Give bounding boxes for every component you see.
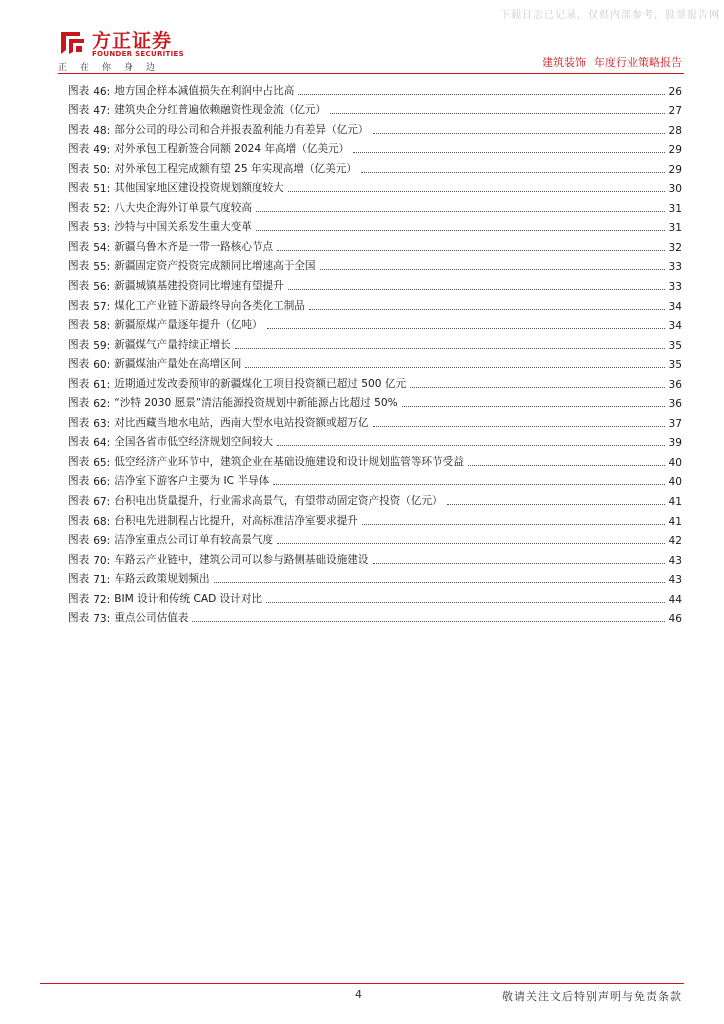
toc-entry-title: 新疆城镇基建投资同比增速有望提升	[114, 280, 284, 293]
toc-entry-page: 37	[668, 417, 682, 430]
toc-entry[interactable]	[68, 371, 682, 391]
toc-entry-label: 图表	[68, 436, 90, 449]
toc-entry-page: 35	[668, 359, 682, 372]
toc-entry-label: 图表	[68, 416, 90, 429]
toc-entry-number: 54:	[93, 241, 111, 254]
toc-leader-dots	[277, 542, 664, 544]
toc-leader-dots	[330, 112, 664, 114]
toc-entry-label: 图表	[68, 514, 90, 527]
toc-entry-number: 53:	[93, 222, 111, 235]
toc-entry[interactable]	[68, 117, 682, 137]
toc-entry-page: 42	[668, 535, 682, 548]
toc-entry-label: 图表	[68, 299, 90, 312]
toc-entry[interactable]	[68, 156, 682, 176]
toc-entry[interactable]	[68, 195, 682, 215]
toc-entry-page: 26	[668, 85, 682, 98]
toc-entry-title: 新疆乌鲁木齐是一带一路核心节点	[114, 240, 274, 253]
toc-leader-dots	[256, 229, 665, 231]
toc-entry-title: 部分公司的母公司和合并报表盈利能力有差异（亿元）	[114, 123, 369, 136]
toc-entry[interactable]	[68, 430, 682, 450]
toc-entry-title: 新疆固定资产投资完成额同比增速高于全国	[114, 260, 316, 273]
toc-entry-title: 对比西藏当地水电站，西南大型水电站投资额或超万亿	[114, 416, 369, 429]
toc-entry-page: 43	[668, 554, 682, 567]
toc-entry-title: 台积电出货量提升，行业需求高景气，有望带动固定资产投资（亿元）	[114, 495, 443, 508]
toc-entry-page: 41	[668, 496, 682, 509]
toc-entry-number: 60:	[93, 359, 111, 372]
report-header	[542, 54, 682, 70]
toc-entry-number: 72:	[93, 593, 111, 606]
toc-entry-label: 图表	[68, 358, 90, 371]
toc-entry-page: 39	[668, 437, 682, 450]
toc-leader-dots	[309, 308, 665, 310]
toc-leader-dots	[402, 405, 665, 407]
toc-entry-number: 62:	[93, 398, 111, 411]
toc-entry-label: 图表	[68, 84, 90, 97]
toc-entry-number: 69:	[93, 535, 111, 548]
company-slogan: 正在你身边	[58, 63, 169, 73]
toc-entry-number: 47:	[93, 105, 111, 118]
toc-leader-dots	[353, 151, 664, 153]
figure-list	[68, 78, 682, 625]
toc-entry-label: 图表	[68, 221, 90, 234]
toc-entry-title: 八大央企海外订单景气度较高	[114, 201, 252, 214]
toc-entry-page: 35	[668, 339, 682, 352]
toc-entry-number: 65:	[93, 456, 111, 469]
footer-divider	[40, 983, 684, 984]
toc-entry-label: 图表	[68, 475, 90, 488]
toc-entry-title: 车路云产业链中，建筑公司可以参与路侧基础设施建设	[114, 553, 369, 566]
toc-entry-number: 49:	[93, 144, 111, 157]
toc-entry[interactable]	[68, 176, 682, 196]
toc-entry-label: 图表	[68, 338, 90, 351]
toc-entry-page: 27	[668, 105, 682, 118]
toc-entry[interactable]	[68, 469, 682, 489]
toc-entry-title: 全国各省市低空经济规划空间较大	[114, 436, 274, 449]
toc-leader-dots	[361, 171, 665, 173]
toc-entry-number: 71:	[93, 574, 111, 587]
toc-leader-dots	[468, 464, 665, 466]
toc-entry[interactable]	[68, 391, 682, 411]
toc-entry-title: 对外承包工程新签合同额 2024 年高增（亿美元）	[114, 143, 350, 156]
toc-entry-label: 图表	[68, 553, 90, 566]
toc-leader-dots	[277, 249, 664, 251]
toc-entry-label: 图表	[68, 104, 90, 117]
toc-entry-label: 图表	[68, 201, 90, 214]
toc-entry[interactable]	[68, 488, 682, 508]
toc-entry-number: 58:	[93, 320, 111, 333]
toc-entry-title: 低空经济产业环节中，建筑企业在基础设施建设和设计规划监管等环节受益	[114, 455, 464, 468]
toc-entry-number: 68:	[93, 515, 111, 528]
toc-entry[interactable]	[68, 352, 682, 372]
toc-entry[interactable]	[68, 215, 682, 235]
toc-entry-label: 图表	[68, 397, 90, 410]
toc-entry-page: 36	[668, 398, 682, 411]
toc-entry-page: 46	[668, 613, 682, 626]
toc-entry-number: 61:	[93, 378, 111, 391]
industry-label: 建筑装饰	[542, 56, 586, 69]
toc-entry-label: 图表	[68, 377, 90, 390]
toc-entry-title: 其他国家地区建设投资规划额度较大	[114, 182, 284, 195]
toc-entry-page: 30	[668, 183, 682, 196]
header-divider	[58, 73, 684, 74]
toc-entry-label: 图表	[68, 260, 90, 273]
toc-entry-title: 对外承包工程完成额有望 25 年实现高增（亿美元）	[114, 162, 357, 175]
toc-leader-dots	[266, 601, 664, 603]
toc-entry[interactable]	[68, 606, 682, 626]
toc-entry-title: 台积电先进制程占比提升，对高标准洁净室要求提升	[114, 514, 358, 527]
toc-entry-page: 29	[668, 163, 682, 176]
toc-entry-number: 70:	[93, 554, 111, 567]
toc-entry-page: 28	[668, 124, 682, 137]
toc-entry-title: 建筑央企分红普遍依赖融资性现金流（亿元）	[114, 104, 327, 117]
toc-entry-title: 近期通过发改委预审的新疆煤化工项目投资额已超过 500 亿元	[114, 377, 407, 390]
toc-entry-number: 55:	[93, 261, 111, 274]
toc-leader-dots	[214, 581, 665, 583]
toc-entry-page: 34	[668, 320, 682, 333]
toc-entry-page: 40	[668, 476, 682, 489]
toc-entry-title: 洁净室重点公司订单有较高景气度	[114, 534, 274, 547]
toc-leader-dots	[410, 386, 664, 388]
toc-entry-title: 洁净室下游客户主要为 IC 半导体	[114, 475, 270, 488]
toc-entry-label: 图表	[68, 592, 90, 605]
toc-entry-label: 图表	[68, 612, 90, 625]
report-type-label: 年度行业策略报告	[594, 56, 682, 69]
toc-entry-title: 新疆煤气产量持续正增长	[114, 338, 231, 351]
page-number: 4	[355, 988, 362, 1001]
toc-entry-number: 67:	[93, 496, 111, 509]
toc-entry-title: 重点公司估值表	[114, 612, 189, 625]
toc-entry-number: 64:	[93, 437, 111, 450]
toc-entry-title: “沙特 2030 愿景”清洁能源投资规划中新能源占比超过 50%	[114, 397, 398, 410]
toc-entry[interactable]	[68, 78, 682, 98]
toc-entry-label: 图表	[68, 280, 90, 293]
toc-entry-page: 31	[668, 202, 682, 215]
toc-entry-label: 图表	[68, 319, 90, 332]
toc-entry[interactable]	[68, 586, 682, 606]
toc-entry-label: 图表	[68, 455, 90, 468]
toc-entry-title: 新疆原煤产量逐年提升（亿吨）	[114, 319, 263, 332]
toc-entry[interactable]	[68, 332, 682, 352]
toc-entry-page: 41	[668, 515, 682, 528]
toc-leader-dots	[235, 347, 665, 349]
toc-entry-page: 29	[668, 144, 682, 157]
toc-entry[interactable]	[68, 137, 682, 157]
toc-entry-title: 沙特与中国关系发生重大变革	[114, 221, 252, 234]
toc-leader-dots	[373, 425, 665, 427]
toc-entry-page: 40	[668, 456, 682, 469]
toc-entry-label: 图表	[68, 182, 90, 195]
toc-entry-number: 59:	[93, 339, 111, 352]
toc-leader-dots	[288, 288, 665, 290]
toc-entry-number: 46:	[93, 85, 111, 98]
logo-english-name: FOUNDER SECURITIES	[92, 50, 184, 58]
toc-entry-page: 33	[668, 281, 682, 294]
toc-leader-dots	[256, 210, 665, 212]
toc-entry-number: 66:	[93, 476, 111, 489]
toc-leader-dots	[298, 93, 664, 95]
toc-entry-title: 新疆煤油产量处在高增区间	[114, 358, 242, 371]
toc-leader-dots	[267, 327, 665, 329]
toc-entry[interactable]	[68, 528, 682, 548]
toc-entry-page: 36	[668, 378, 682, 391]
toc-entry[interactable]	[68, 293, 682, 313]
toc-entry-title: 车路云政策规划频出	[114, 573, 210, 586]
toc-entry[interactable]	[68, 547, 682, 567]
toc-entry[interactable]	[68, 508, 682, 528]
logo-chinese-name: 方正证券	[92, 30, 173, 52]
toc-entry-page: 34	[668, 300, 682, 313]
toc-entry[interactable]	[68, 98, 682, 118]
toc-entry-title: BIM 设计和传统 CAD 设计对比	[114, 592, 263, 605]
toc-leader-dots	[277, 444, 664, 446]
founder-logo-icon	[58, 28, 90, 56]
toc-leader-dots	[192, 620, 664, 622]
toc-leader-dots	[373, 132, 665, 134]
footer-disclaimer: 敬请关注文后特别声明与免责条款	[502, 990, 682, 1003]
toc-leader-dots	[362, 523, 665, 525]
toc-entry[interactable]	[68, 313, 682, 333]
toc-entry-label: 图表	[68, 534, 90, 547]
toc-entry-label: 图表	[68, 162, 90, 175]
toc-entry[interactable]	[68, 273, 682, 293]
toc-entry-number: 52:	[93, 202, 111, 215]
toc-entry-label: 图表	[68, 123, 90, 136]
toc-entry-number: 63:	[93, 417, 111, 430]
toc-leader-dots	[373, 562, 665, 564]
toc-entry-title: 煤化工产业链下游最终导向各类化工制品	[114, 299, 305, 312]
toc-entry-number: 50:	[93, 163, 111, 176]
toc-entry-number: 48:	[93, 124, 111, 137]
toc-entry-number: 73:	[93, 613, 111, 626]
toc-leader-dots	[245, 366, 664, 368]
toc-entry-page: 32	[668, 241, 682, 254]
toc-entry[interactable]	[68, 254, 682, 274]
toc-entry-number: 57:	[93, 300, 111, 313]
toc-entry-page: 43	[668, 574, 682, 587]
toc-entry-page: 44	[668, 593, 682, 606]
watermark: 下载日志已记录，仅供内部参考，股票报告网	[500, 10, 720, 21]
toc-entry-label: 图表	[68, 573, 90, 586]
toc-leader-dots	[273, 483, 664, 485]
toc-entry-page: 31	[668, 222, 682, 235]
toc-leader-dots	[288, 190, 665, 192]
toc-entry-label: 图表	[68, 240, 90, 253]
toc-entry[interactable]	[68, 410, 682, 430]
toc-entry[interactable]	[68, 234, 682, 254]
toc-entry-number: 51:	[93, 183, 111, 196]
toc-entry-title: 地方国企样本减值损失在利润中占比高	[114, 84, 295, 97]
toc-entry-label: 图表	[68, 495, 90, 508]
toc-leader-dots	[320, 268, 665, 270]
toc-entry-number: 56:	[93, 281, 111, 294]
toc-entry[interactable]	[68, 567, 682, 587]
toc-leader-dots	[447, 503, 665, 505]
toc-entry[interactable]	[68, 449, 682, 469]
toc-entry-page: 33	[668, 261, 682, 274]
toc-entry-label: 图表	[68, 143, 90, 156]
